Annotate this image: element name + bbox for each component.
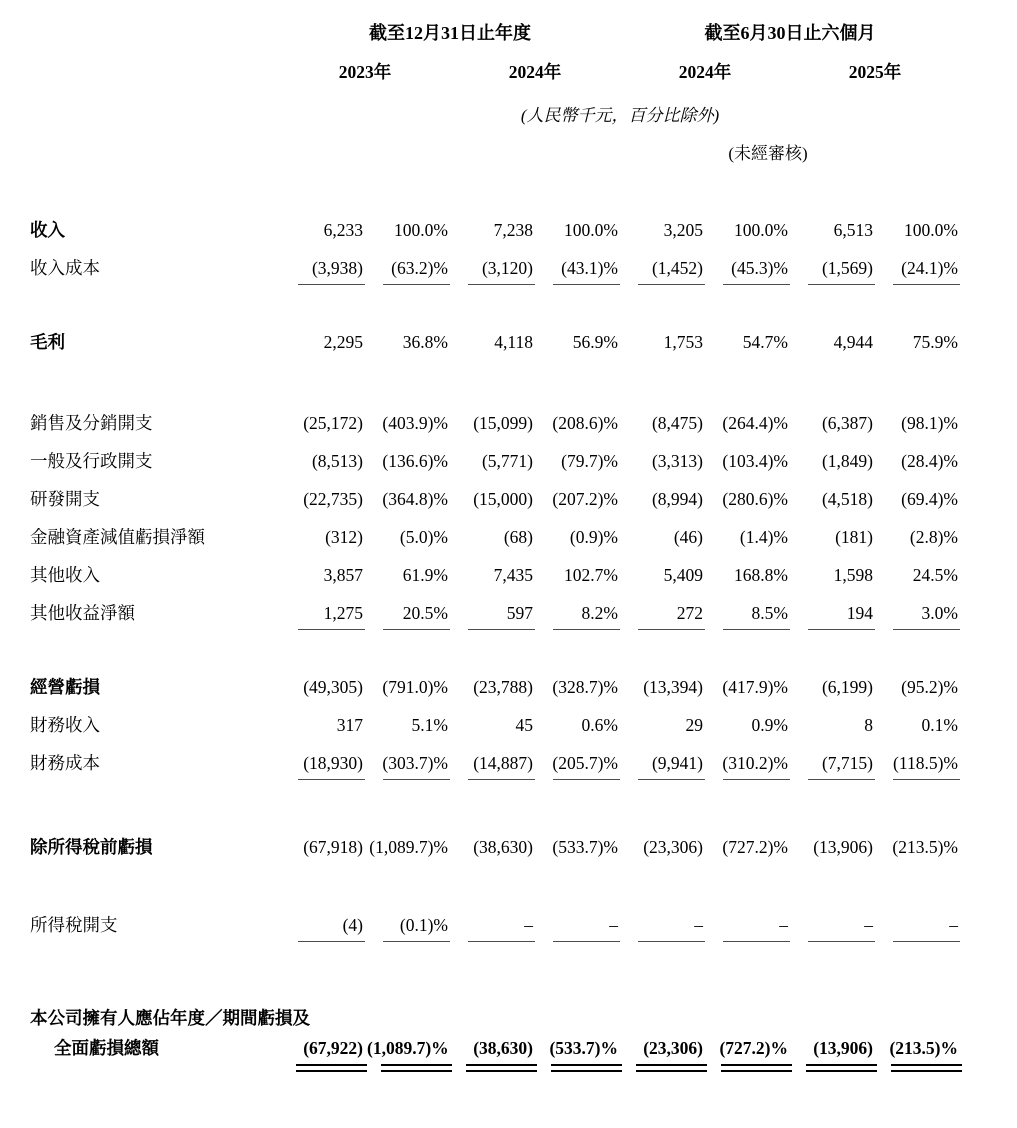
cell-percent: (328.7)% (552, 676, 618, 697)
cell-amount: 6,513 (833, 219, 873, 240)
cell-percent: (28.4)% (901, 450, 958, 471)
cell-amount: 4,944 (833, 331, 873, 352)
spacer-row (30, 631, 962, 667)
cell-amount: (22,735) (303, 488, 363, 509)
cell-amount: (3,120) (452, 248, 537, 286)
row-label: 一般及行政開支 (30, 450, 153, 471)
cell-percent: 0.1% (921, 714, 958, 735)
cell-percent: 100.0% (904, 219, 958, 240)
cell-percent: (791.0)% (382, 676, 448, 697)
cell-amount: (15,000) (473, 488, 533, 509)
cell-amount: (67,918) (303, 836, 363, 857)
table-row-operating-loss (30, 667, 962, 705)
cell-percent: – (707, 905, 792, 943)
cell-amount: (23,306) (622, 1030, 707, 1066)
spacer-cell (30, 360, 962, 403)
cell-percent: 100.0% (734, 219, 788, 240)
cell-percent: – (537, 905, 622, 943)
financial-statement-table (30, 22, 962, 1066)
cell-percent: (63.2)% (367, 248, 452, 286)
cell-amount: 597 (452, 593, 537, 631)
year-header-2023: 2023年 (338, 61, 392, 82)
cell-percent: (727.2)% (707, 1030, 792, 1066)
cell-amount: 6,233 (323, 219, 363, 240)
cell-amount: (38,630) (452, 1030, 537, 1066)
table-row-other-income (30, 555, 962, 593)
header-spacer (30, 90, 282, 134)
cell-percent: (533.7)% (552, 836, 618, 857)
cell-percent: (2.8)% (909, 526, 958, 547)
column-group-header-interim: 截至6月30日止六個月 (704, 23, 876, 44)
cell-amount: 7,435 (493, 564, 533, 585)
cell-percent: (213.5)% (892, 836, 958, 857)
cell-amount: (3,313) (651, 450, 703, 471)
cell-percent: 75.9% (912, 331, 958, 352)
cell-amount: 194 (792, 593, 877, 631)
cell-percent: 54.7% (742, 331, 788, 352)
cell-percent: (207.2)% (552, 488, 618, 509)
cell-amount: (67,922) (282, 1030, 367, 1066)
cell-percent: 61.9% (402, 564, 448, 585)
table-row-net-impairment-losses-financial-assets (30, 517, 962, 555)
table-row-finance-costs (30, 743, 962, 781)
cell-amount: 317 (336, 714, 363, 735)
spacer-cell (30, 631, 962, 667)
row-label: 其他收入 (30, 564, 100, 585)
cell-amount: (13,906) (792, 1030, 877, 1066)
cell-amount: 5,409 (663, 564, 703, 585)
cell-amount: (8,994) (651, 488, 703, 509)
cell-amount: (9,941) (622, 743, 707, 781)
cell-percent: (98.1)% (901, 412, 958, 433)
cell-percent: (310.2)% (707, 743, 792, 781)
cell-amount: (46) (673, 526, 703, 547)
table-row-total-comprehensive-loss (30, 1030, 962, 1066)
header-spacer (30, 22, 282, 52)
row-label: 財務收入 (30, 714, 100, 735)
cell-amount: 2,295 (323, 331, 363, 352)
row-label: 財務成本 (30, 752, 100, 773)
cell-percent: (5.0)% (399, 526, 448, 547)
cell-percent: 20.5% (367, 593, 452, 631)
cell-amount: – (452, 905, 537, 943)
cell-percent: (208.6)% (552, 412, 618, 433)
cell-amount: (8,475) (651, 412, 703, 433)
spacer-cell (30, 943, 962, 992)
cell-amount: 1,598 (833, 564, 873, 585)
cell-percent: (136.6)% (382, 450, 448, 471)
cell-percent: (79.7)% (561, 450, 618, 471)
table-row-rd-expenses (30, 479, 962, 517)
cell-amount: (6,387) (821, 412, 873, 433)
cell-percent: 100.0% (564, 219, 618, 240)
header-spacer (30, 52, 282, 90)
table-row-selling-distribution-expenses (30, 403, 962, 441)
cell-percent: 0.9% (751, 714, 788, 735)
year-header-2024: 2024年 (508, 61, 562, 82)
spacer-row (30, 865, 962, 905)
cell-percent: (0.1)% (367, 905, 452, 943)
column-group-header-row (30, 22, 962, 52)
cell-amount: 7,238 (493, 219, 533, 240)
cell-amount: 272 (622, 593, 707, 631)
unit-note: (人民幣千元，百分比除外) (520, 106, 720, 126)
row-label: 銷售及分銷開支 (30, 412, 153, 433)
cell-percent: 36.8% (402, 331, 448, 352)
cell-amount: (1,452) (622, 248, 707, 286)
cell-percent: 102.7% (564, 564, 618, 585)
cell-percent: 0.6% (581, 714, 618, 735)
cell-amount: 4,118 (494, 331, 533, 352)
cell-amount: (15,099) (473, 412, 533, 433)
cell-percent: 3.0% (877, 593, 962, 631)
cell-amount: (1,849) (821, 450, 873, 471)
cell-percent: (364.8)% (382, 488, 448, 509)
cell-amount: (4) (282, 905, 367, 943)
cell-percent: 100.0% (394, 219, 448, 240)
row-label: 收入 (30, 219, 65, 240)
spacer-cell (30, 286, 962, 322)
cell-percent: 24.5% (912, 564, 958, 585)
cell-percent: (69.4)% (901, 488, 958, 509)
cell-amount: (23,788) (473, 676, 533, 697)
cell-percent: (24.1)% (877, 248, 962, 286)
cell-amount: 1,275 (282, 593, 367, 631)
unit-note-row (30, 90, 962, 134)
table-row-cost-of-revenue (30, 248, 962, 286)
cell-percent: (727.2)% (722, 836, 788, 857)
cell-percent: 168.8% (734, 564, 788, 585)
table-row-loss-before-income-tax (30, 827, 962, 865)
cell-amount: (14,887) (452, 743, 537, 781)
cell-percent: (95.2)% (901, 676, 958, 697)
cell-percent: – (877, 905, 962, 943)
spacer-row (30, 286, 962, 322)
cell-percent: (103.4)% (722, 450, 788, 471)
cell-percent: (45.3)% (707, 248, 792, 286)
cell-amount: (312) (325, 526, 363, 547)
spacer-row (30, 172, 962, 210)
spacer-cell (30, 781, 962, 827)
cell-amount: (8,513) (311, 450, 363, 471)
cell-percent: (213.5)% (877, 1030, 962, 1066)
table-row-income-tax-expense (30, 905, 962, 943)
cell-percent: 56.9% (572, 331, 618, 352)
cell-amount: (3,938) (282, 248, 367, 286)
cell-amount: 8 (864, 714, 873, 735)
cell-amount: 45 (515, 714, 533, 735)
cell-percent: (417.9)% (722, 676, 788, 697)
cell-percent: (118.5)% (877, 743, 962, 781)
cell-amount: (13,394) (643, 676, 703, 697)
cell-amount: 3,205 (663, 219, 703, 240)
cell-percent: (1,089.7)% (367, 1030, 452, 1066)
cell-amount: – (792, 905, 877, 943)
cell-percent: 5.1% (411, 714, 448, 735)
table-row-finance-income (30, 705, 962, 743)
cell-amount: (4,518) (821, 488, 873, 509)
cell-amount: (181) (835, 526, 873, 547)
table-row-other-gains-net (30, 593, 962, 631)
spacer-row (30, 943, 962, 992)
cell-amount: (38,630) (473, 836, 533, 857)
row-label: 研發開支 (30, 488, 100, 509)
cell-amount: (6,199) (821, 676, 873, 697)
row-label: 其他收益淨額 (30, 602, 135, 623)
header-spacer (30, 134, 622, 172)
cell-percent: (1.4)% (739, 526, 788, 547)
cell-percent: 8.5% (707, 593, 792, 631)
cell-percent: (205.7)% (537, 743, 622, 781)
row-label: 所得稅開支 (30, 914, 118, 935)
cell-amount: (5,771) (481, 450, 533, 471)
cell-amount: 1,753 (663, 331, 703, 352)
column-group-header-annual: 截至12月31日止年度 (369, 23, 531, 44)
cell-amount: (1,569) (792, 248, 877, 286)
cell-amount: (25,172) (303, 412, 363, 433)
cell-percent: 8.2% (537, 593, 622, 631)
unaudited-note: (未經審核) (728, 144, 808, 164)
cell-amount: 3,857 (323, 564, 363, 585)
cell-percent: (0.9)% (569, 526, 618, 547)
cell-amount: (7,715) (792, 743, 877, 781)
cell-amount: (68) (503, 526, 533, 547)
cell-percent: (280.6)% (722, 488, 788, 509)
spacer-row (30, 360, 962, 403)
table-row-gross-profit (30, 322, 962, 360)
cell-amount: (18,930) (282, 743, 367, 781)
row-label: 全面虧損總額 (54, 1037, 159, 1058)
cell-amount: 29 (685, 714, 703, 735)
cell-percent: (403.9)% (382, 412, 448, 433)
table-row-revenue (30, 210, 962, 248)
row-label: 經營虧損 (30, 676, 100, 697)
cell-percent: (533.7)% (537, 1030, 622, 1066)
year-header-row (30, 52, 962, 90)
year-header-2025-interim: 2025年 (848, 61, 902, 82)
cell-percent: (43.1)% (537, 248, 622, 286)
spacer-row (30, 781, 962, 827)
cell-percent: (303.7)% (367, 743, 452, 781)
row-label: 本公司擁有人應佔年度／期間虧損及 (30, 1007, 310, 1028)
row-label: 金融資產減值虧損淨額 (30, 526, 205, 547)
spacer-cell (30, 172, 962, 210)
cell-amount: (49,305) (303, 676, 363, 697)
table-row-general-admin-expenses (30, 441, 962, 479)
row-label: 毛利 (30, 331, 65, 352)
row-label: 收入成本 (30, 257, 100, 278)
cell-percent: (1,089.7)% (369, 836, 448, 857)
cell-amount: – (622, 905, 707, 943)
table-row-total-loss-label-line1 (30, 992, 962, 1030)
spacer-cell (30, 865, 962, 905)
unaudited-note-row (30, 134, 962, 172)
cell-amount: (23,306) (643, 836, 703, 857)
table-body (30, 172, 962, 1066)
cell-percent: (264.4)% (722, 412, 788, 433)
row-label: 除所得稅前虧損 (30, 836, 153, 857)
cell-amount: (13,906) (813, 836, 873, 857)
year-header-2024-interim: 2024年 (678, 61, 732, 82)
